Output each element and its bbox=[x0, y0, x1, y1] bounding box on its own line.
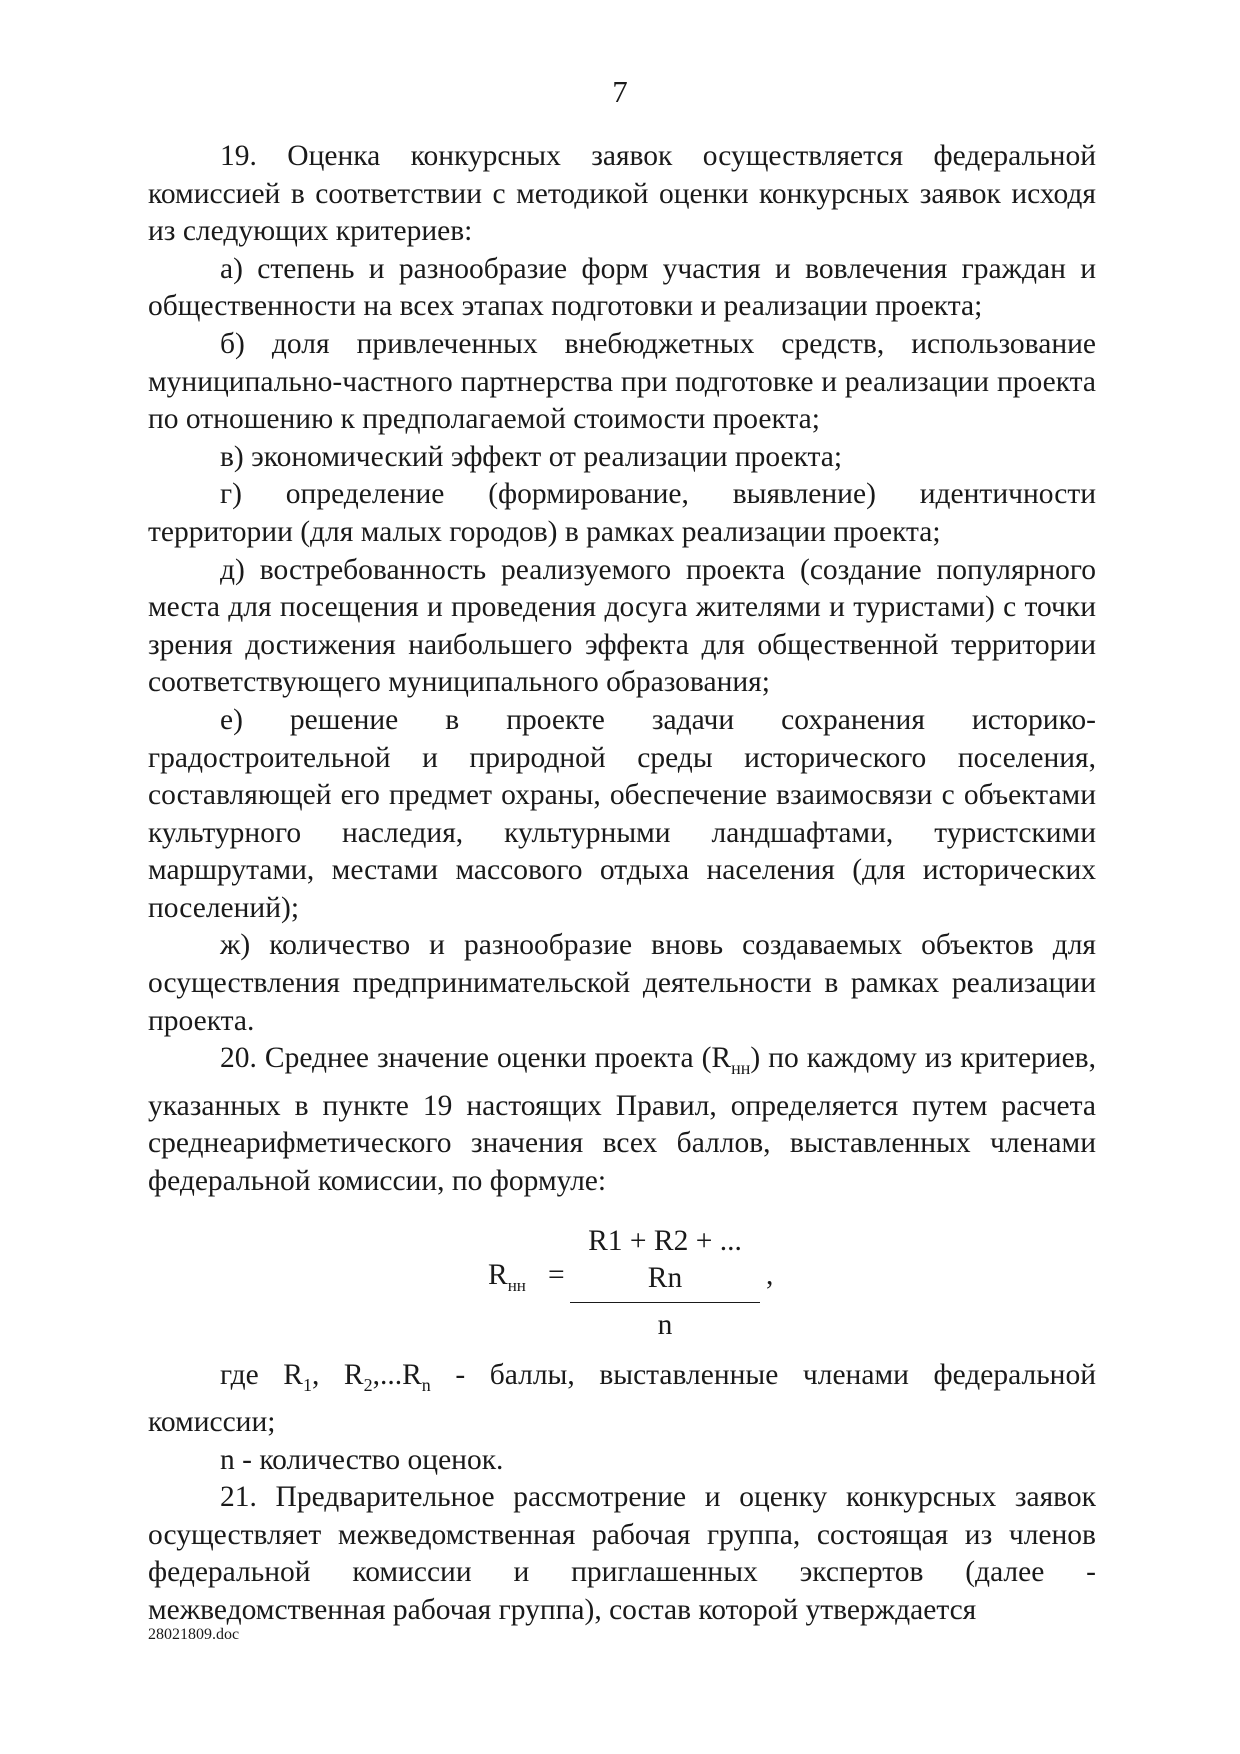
formula-lhs-symbol: R bbox=[488, 1258, 508, 1291]
formula-equals: = bbox=[548, 1258, 565, 1291]
where-sub-2: 2 bbox=[363, 1374, 373, 1395]
criterion-b: б) доля привлеченных внебюджетных средств, использование муниципально-частного партнерства при подготовке и реализации проекта по отношению к предполагаемой стоимости проекта; bbox=[148, 327, 1096, 436]
footer-file-code: 28021809.doc bbox=[148, 1626, 240, 1643]
n-definition: n - количество оценок. bbox=[220, 1443, 504, 1476]
criterion-a: а) степень и разнообразие форм участия и вовлечения граждан и общественности на всех этапах подготовки и реализации проекта; bbox=[148, 252, 1096, 323]
criterion-g: г) определение (формирование, выявление) идентичности территории (для малых городов) в рамках реализации проекта; bbox=[148, 478, 1096, 548]
formula-lhs bbox=[488, 1257, 526, 1304]
where-mid-1: , R bbox=[311, 1358, 364, 1391]
p20-after: ) по каждому из критериев, указанных в пункте 19 настоящих Правил, определяется путем расчета среднеарифметического значения всех баллов, выставленных членами федеральной комиссии, по формуле: bbox=[148, 1042, 1096, 1197]
formula-denominator: n bbox=[657, 1308, 673, 1341]
formula-comma: , bbox=[766, 1258, 774, 1291]
criterion-zh: ж) количество и разнообразие вновь создаваемых объектов для осуществления предпринимательской деятельности в рамках реализации проекта. bbox=[148, 929, 1096, 1037]
p20-sub: нн bbox=[731, 1058, 751, 1079]
criterion-e: е) решение в проекте задачи сохранения историко-градостроительной и природной среды исторического поселения, составляющей его предмет охраны, обеспечение взаимосвязи с объектами культурного наследия, культурными ландшафтами, туристскими маршрутами, местами массового отдыха населения (для исторических поселений); bbox=[148, 703, 1096, 924]
paragraph-21: 21. Предварительное рассмотрение и оценку конкурсных заявок осуществляет межведомственная рабочая группа, состоящая из членов федеральной комиссии и приглашенных экспертов (далее - межведомственная рабочая группа), состав которой утверждается bbox=[148, 1481, 1096, 1626]
where-sub-n: n bbox=[421, 1374, 431, 1395]
criterion-d: д) востребованность реализуемого проекта (создание популярного места для посещения и проведения досуга жителями и туристами) с точки зрения достижения наибольшего эффекта для общественной территории соответствующего муниципального образования; bbox=[148, 553, 1096, 699]
p20-before: 20. Среднее значение оценки проекта (R bbox=[220, 1042, 732, 1075]
formula-numerator: R1 + R2 + ... Rn bbox=[570, 1223, 760, 1303]
paragraph-19: 19. Оценка конкурсных заявок осуществляется федеральной комиссией в соответствии с методикой оценки конкурсных заявок исходя из следующих критериев: bbox=[148, 140, 1096, 248]
paragraph-20 bbox=[148, 1040, 1096, 1200]
where-mid-2: ,...R bbox=[372, 1358, 422, 1391]
page-number: 7 bbox=[612, 74, 628, 109]
formula-fraction bbox=[570, 1223, 760, 1345]
criterion-v: в) экономический эффект от реализации проекта; bbox=[220, 440, 843, 473]
where-prefix: где R bbox=[220, 1358, 303, 1391]
average-formula bbox=[148, 1219, 1096, 1341]
document-body bbox=[148, 138, 1096, 1630]
where-rest: - баллы, выставленные членами федеральной комиссии; bbox=[148, 1358, 1096, 1438]
formula-lhs-sub: нн bbox=[507, 1275, 526, 1295]
where-sub-1: 1 bbox=[302, 1374, 312, 1395]
where-clause bbox=[148, 1357, 1096, 1442]
